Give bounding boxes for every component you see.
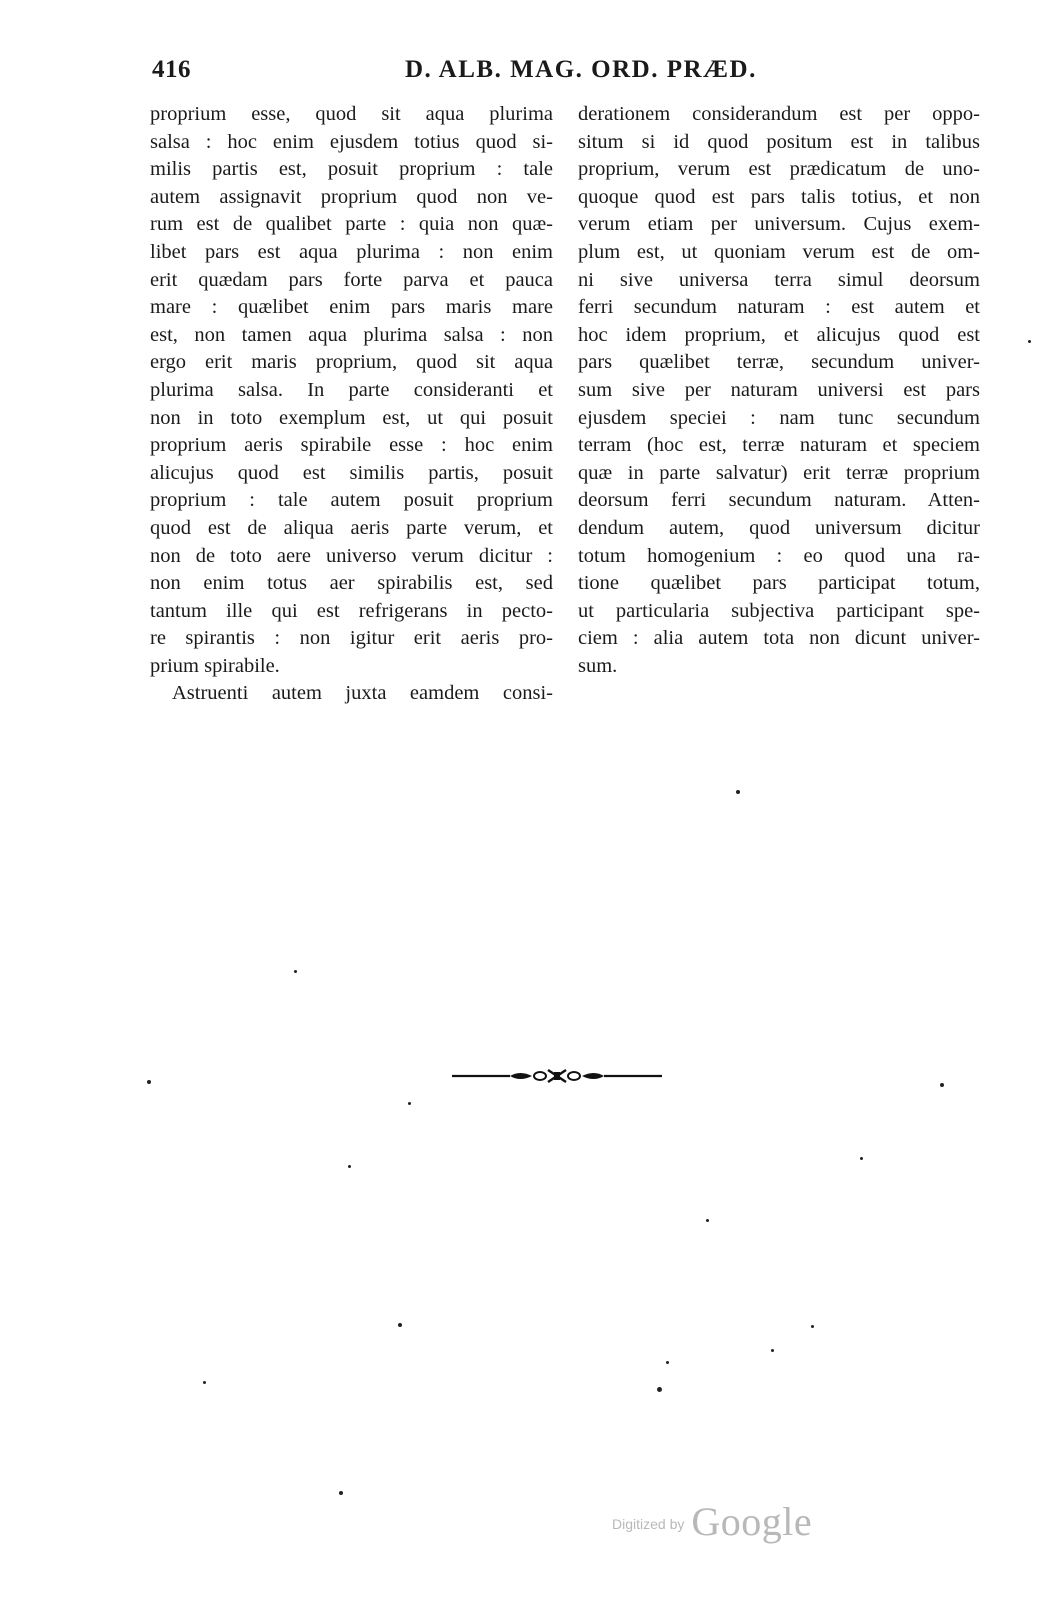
scan-speck [1028, 340, 1031, 343]
text-line: ut particularia subjectiva participant spe- [578, 599, 980, 622]
text-line: sum. [578, 654, 618, 677]
text-line: libet pars est aqua plurima : non enim [150, 240, 553, 263]
text-line: quod est de aliqua aeris parte verum, et [150, 516, 553, 539]
text-line: sum sive per naturam universi est pars [578, 378, 980, 401]
text-line: proprium aeris spirabile esse : hoc enim [150, 434, 553, 457]
text-line: plurima salsa. In parte consideranti et [150, 378, 553, 401]
scan-speck [348, 1165, 351, 1168]
text-line: hoc idem proprium, et alicujus quod est [578, 323, 980, 346]
text-line: plum est, ut quoniam verum est de om- [578, 240, 980, 263]
scan-speck [940, 1083, 944, 1087]
text-line: erit quædam pars forte parva et pauca [150, 268, 553, 291]
text-line: dendum autem, quod universum dicitur [578, 516, 980, 539]
text-line: tione quælibet pars participat totum, [578, 572, 980, 595]
watermark-prefix: Digitized by [612, 1516, 685, 1532]
text-line: re spirantis : non igitur erit aeris pro- [150, 627, 553, 650]
page-number: 416 [152, 56, 191, 83]
text-line: quoque quod est pars talis totius, et non [578, 185, 980, 208]
text-line: prium spirabile. [150, 654, 280, 677]
text-line: autem assignavit proprium quod non ve- [150, 185, 553, 208]
scan-speck [408, 1102, 411, 1105]
scan-speck [147, 1080, 151, 1084]
text-line: terram (hoc est, terræ naturam et speciem [578, 434, 980, 457]
scan-speck [294, 970, 297, 973]
scan-speck [771, 1349, 774, 1352]
text-line: ergo erit maris proprium, quod sit aqua [150, 351, 553, 374]
scan-speck [736, 790, 740, 794]
digitization-watermark [612, 1498, 812, 1545]
text-line: proprium esse, quod sit aqua plurima [150, 103, 553, 125]
text-line: deorsum ferri secundum naturam. Atten- [578, 489, 980, 512]
scan-speck [811, 1325, 814, 1328]
text-line: verum etiam per universum. Cujus exem- [578, 213, 980, 236]
text-line: non de toto aere universo verum dicitur : [150, 544, 553, 567]
scan-speck [398, 1323, 402, 1327]
text-line: ciem : alia autem tota non dicunt univer- [578, 627, 980, 650]
text-line: est, non tamen aqua plurima salsa : non [150, 323, 553, 346]
text-line: totum homogenium : eo quod una ra- [578, 544, 980, 567]
text-column-left [150, 101, 553, 708]
text-line: mare : quælibet enim pars maris mare [150, 296, 553, 319]
running-title: D. ALB. MAG. ORD. PRÆD. [405, 56, 757, 83]
text-line: ferri secundum naturam : est autem et [578, 296, 980, 319]
text-line: proprium : tale autem posuit proprium [150, 489, 553, 512]
text-line: rum est de qualibet parte : quia non quæ- [150, 213, 553, 236]
scan-speck [657, 1387, 662, 1392]
printer-ornament-rule-icon [452, 1066, 662, 1086]
text-line: milis partis est, posuit proprium : tale [150, 158, 553, 181]
scan-speck [339, 1491, 343, 1495]
text-line: situm si id quod positum est in talibus [578, 130, 980, 153]
text-line: proprium, verum est prædicatum de uno- [578, 158, 980, 181]
text-line: non in toto exemplum est, ut qui posuit [150, 406, 553, 429]
text-line: ni sive universa terra simul deorsum [578, 268, 980, 291]
scan-speck [860, 1157, 863, 1160]
text-line: alicujus quod est similis partis, posuit [150, 461, 553, 484]
text-column-right [578, 101, 980, 680]
scan-speck [706, 1219, 709, 1222]
watermark-brand: Google [691, 1499, 813, 1544]
text-line: non enim totus aer spirabilis est, sed [150, 572, 553, 595]
scan-speck [203, 1381, 206, 1384]
text-line: quæ in parte salvatur) erit terræ proprium [578, 461, 980, 484]
scan-speck [666, 1361, 669, 1364]
text-line: tantum ille qui est refrigerans in pecto- [150, 599, 553, 622]
text-line: derationem considerandum est per oppo- [578, 103, 980, 125]
text-line: salsa : hoc enim ejusdem totius quod si- [150, 130, 553, 153]
text-line: pars quælibet terræ, secundum univer- [578, 351, 980, 374]
text-line-paragraph-start: Astruenti autem juxta eamdem consi- [172, 682, 553, 705]
text-line: ejusdem speciei : nam tunc secundum [578, 406, 980, 429]
